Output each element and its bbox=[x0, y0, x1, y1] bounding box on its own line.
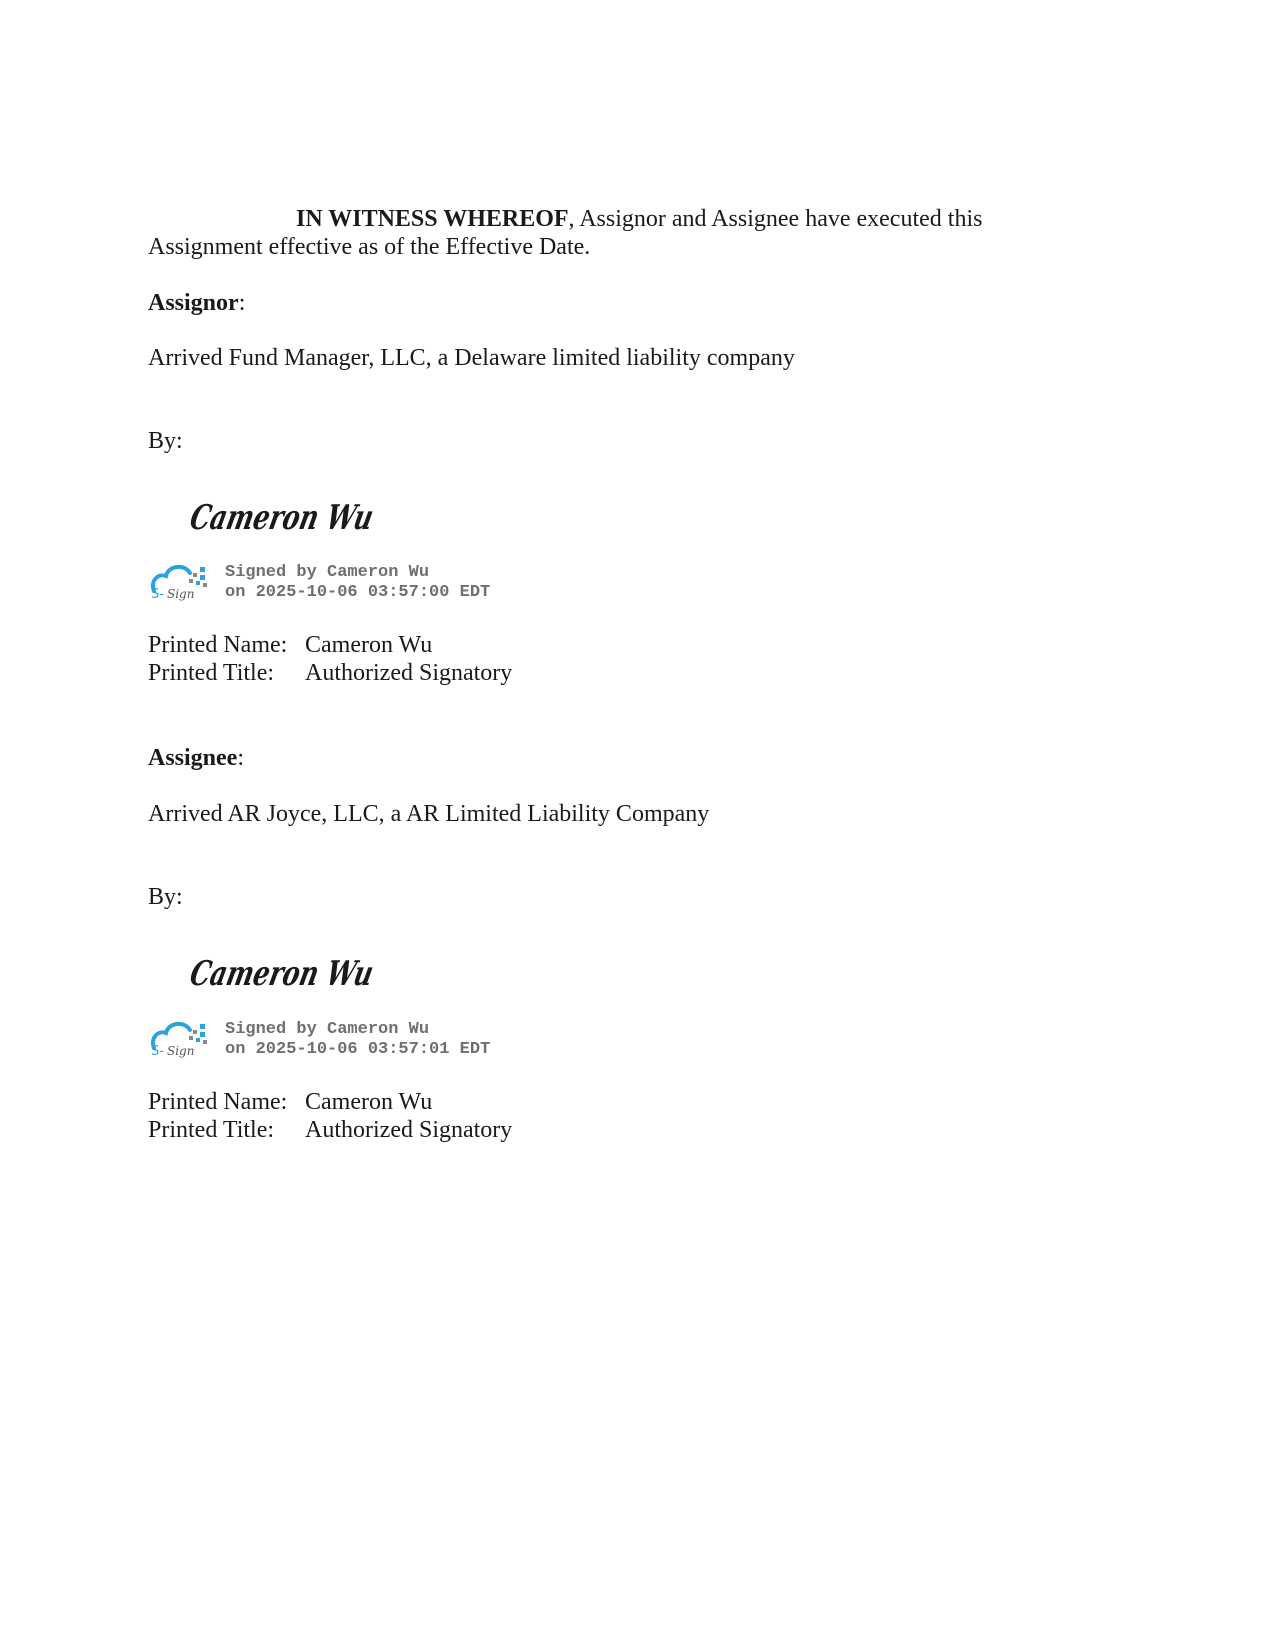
assignor-s-sign-logo bbox=[150, 561, 218, 603]
assignee-handwritten-signature bbox=[184, 949, 441, 999]
assignor-by-label: By: bbox=[148, 428, 183, 454]
witness-line-2: Assignment effective as of the Effective Date. bbox=[148, 234, 591, 260]
assignor-heading-label: Assignor bbox=[148, 290, 239, 316]
assignor-printed-name bbox=[148, 631, 432, 659]
svg-text:S-: S- bbox=[151, 1044, 164, 1059]
svg-text:S-: S- bbox=[151, 587, 164, 602]
assignor-entity: Arrived Fund Manager, LLC, a Delaware limited liability company bbox=[148, 345, 795, 371]
assignee-heading-label: Assignee bbox=[148, 745, 238, 771]
assignor-printed-name-value: Cameron Wu bbox=[305, 632, 433, 658]
assignor-heading bbox=[148, 289, 245, 317]
assignor-stamp-line-1: Signed by Cameron Wu bbox=[225, 563, 430, 582]
assignor-heading-colon: : bbox=[238, 290, 246, 316]
assignee-printed-title-label: Printed Title: bbox=[148, 1117, 275, 1143]
assignee-printed-title-value: Authorized Signatory bbox=[305, 1117, 513, 1143]
witness-line-1 bbox=[296, 205, 982, 233]
assignee-printed-name-value: Cameron Wu bbox=[305, 1089, 433, 1115]
witness-lead: IN WITNESS WHEREOF bbox=[296, 206, 569, 232]
assignee-s-sign-logo bbox=[150, 1018, 218, 1060]
assignee-stamp-line-2: on 2025-10-06 03:57:01 EDT bbox=[225, 1040, 491, 1059]
assignor-printed-title bbox=[148, 659, 512, 687]
witness-rest: , Assignor and Assignee have executed this bbox=[568, 206, 983, 232]
assignee-printed-name bbox=[148, 1088, 432, 1116]
assignor-stamp-line-2: on 2025-10-06 03:57:00 EDT bbox=[225, 583, 491, 602]
assignee-heading-colon: : bbox=[237, 745, 245, 771]
assignor-printed-name-label: Printed Name: bbox=[148, 632, 288, 658]
assignor-printed-title-label: Printed Title: bbox=[148, 660, 275, 686]
svg-text:Cameron Wu: Cameron Wu bbox=[186, 954, 441, 994]
svg-text:Sign: Sign bbox=[167, 587, 195, 601]
assignee-by-label: By: bbox=[148, 884, 183, 910]
assignee-entity: Arrived AR Joyce, LLC, a AR Limited Liability Company bbox=[148, 801, 710, 827]
svg-text:Sign: Sign bbox=[167, 1044, 195, 1058]
assignee-stamp-line-1: Signed by Cameron Wu bbox=[225, 1020, 430, 1039]
assignor-handwritten-signature bbox=[184, 493, 441, 543]
assignee-heading bbox=[148, 744, 244, 772]
assignor-printed-title-value: Authorized Signatory bbox=[305, 660, 513, 686]
assignee-printed-title bbox=[148, 1116, 512, 1144]
svg-text:Cameron Wu: Cameron Wu bbox=[186, 498, 441, 538]
assignee-printed-name-label: Printed Name: bbox=[148, 1089, 288, 1115]
